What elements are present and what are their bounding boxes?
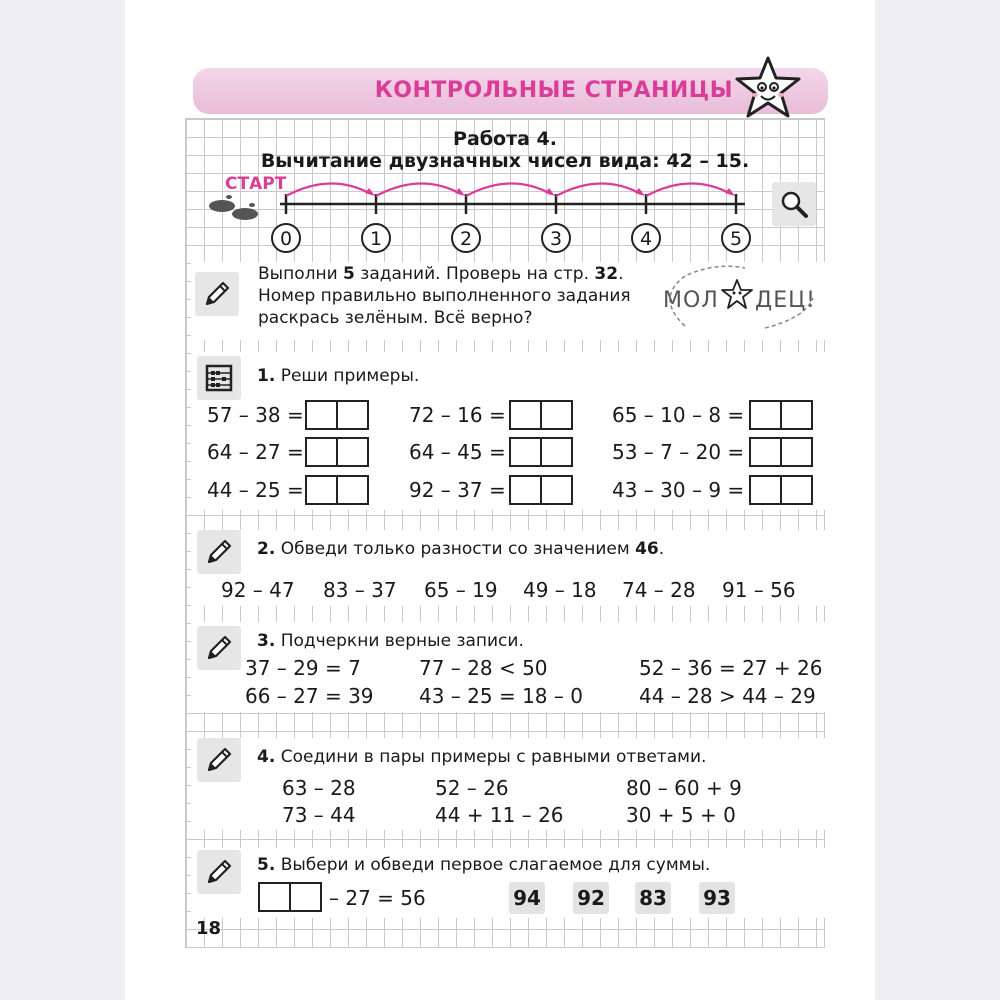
task3-record[interactable]: 37 – 29 = 7 xyxy=(245,656,361,680)
worksheet-page xyxy=(125,0,875,1000)
task4-example[interactable]: 80 – 60 + 9 xyxy=(626,776,742,800)
answer-box[interactable] xyxy=(509,475,573,505)
answer-box[interactable] xyxy=(749,475,813,505)
task2-item[interactable]: 92 – 47 xyxy=(221,578,295,602)
answer-box[interactable] xyxy=(305,400,369,430)
task5-equation: – 27 = 56 xyxy=(329,886,426,910)
answer-box[interactable] xyxy=(258,882,322,912)
pencil-icon-box xyxy=(195,272,239,316)
pencil-icon xyxy=(205,634,233,662)
work-title-block xyxy=(185,128,825,172)
task1-heading: 1. Реши примеры. xyxy=(257,366,420,386)
numberline-point: 5 xyxy=(729,228,743,250)
pencil-icon-box xyxy=(197,530,241,574)
pencil-icon-box xyxy=(197,738,241,782)
task5-option[interactable]: 92 xyxy=(573,882,609,914)
task1-example: 92 – 37 = xyxy=(409,478,506,502)
task3-record[interactable]: 77 – 28 < 50 xyxy=(419,656,548,680)
task4-example[interactable]: 52 – 26 xyxy=(435,776,509,800)
numberline-point: 4 xyxy=(639,228,653,250)
task1-example: 72 – 16 = xyxy=(409,403,506,427)
magnifier-button[interactable] xyxy=(772,182,816,226)
numberline-point: 0 xyxy=(279,228,293,250)
abacus-icon xyxy=(204,363,234,393)
answer-box[interactable] xyxy=(749,400,813,430)
work-title: Работа 4. xyxy=(453,128,557,150)
pencil-icon-box xyxy=(197,850,241,894)
task2-item[interactable]: 83 – 37 xyxy=(323,578,397,602)
task4-example[interactable]: 30 + 5 + 0 xyxy=(626,803,736,827)
answer-box[interactable] xyxy=(509,400,573,430)
answer-box[interactable] xyxy=(749,437,813,467)
task5-heading: 5. Выбери и обведи первое слагаемое для суммы. xyxy=(257,855,711,875)
intro-line-2: Номер правильно выполненного задания xyxy=(258,286,631,306)
pencil-icon xyxy=(205,538,233,566)
pencil-icon xyxy=(205,746,233,774)
task1-example: 44 – 25 = xyxy=(207,478,304,502)
task1-example: 64 – 45 = xyxy=(409,440,506,464)
task3-record[interactable]: 66 – 27 = 39 xyxy=(245,684,374,708)
task5-option[interactable]: 93 xyxy=(699,882,735,914)
footprints-icon xyxy=(209,195,258,220)
task4-example[interactable]: 44 + 11 – 26 xyxy=(435,803,564,827)
task1-example: 57 – 38 = xyxy=(207,403,304,427)
task1-example: 65 – 10 – 8 = xyxy=(612,403,745,427)
answer-box[interactable] xyxy=(305,475,369,505)
badge-left-text: МОЛ xyxy=(663,288,719,313)
intro-line-1: Выполни 5 заданий. Проверь на стр. 32. xyxy=(258,264,624,284)
magnifier-icon xyxy=(779,189,809,219)
intro-line-3: раскрась зелёным. Всё верно? xyxy=(258,308,533,328)
section-header xyxy=(193,68,828,114)
task2-item[interactable]: 91 – 56 xyxy=(722,578,796,602)
task4-example[interactable]: 73 – 44 xyxy=(282,803,356,827)
start-label: СТАРТ xyxy=(225,174,287,194)
task1-example: 43 – 30 – 9 = xyxy=(612,478,745,502)
task4-heading: 4. Соедини в пары примеры с равными ответами. xyxy=(257,747,707,767)
badge-right-text: ДЕЦ! xyxy=(755,288,816,313)
answer-box[interactable] xyxy=(305,437,369,467)
task2-item[interactable]: 49 – 18 xyxy=(523,578,597,602)
task1-example: 64 – 27 = xyxy=(207,440,304,464)
numberline-point: 1 xyxy=(369,228,383,250)
task4-example[interactable]: 63 – 28 xyxy=(282,776,356,800)
task1-example: 53 – 7 – 20 = xyxy=(612,440,745,464)
pencil-icon-box xyxy=(197,626,241,670)
task3-record[interactable]: 44 – 28 > 44 – 29 xyxy=(639,684,816,708)
abacus-icon-box xyxy=(197,356,241,400)
numberline-point: 3 xyxy=(549,228,563,250)
task5-option[interactable]: 83 xyxy=(635,882,671,914)
task3-heading: 3. Подчеркни верные записи. xyxy=(257,631,524,651)
task2-item[interactable]: 65 – 19 xyxy=(424,578,498,602)
task2-heading: 2. Обведи только разности со значением 46. xyxy=(257,539,665,559)
header-title: КОНТРОЛЬНЫЕ СТРАНИЦЫ xyxy=(374,78,733,103)
work-subtitle: Вычитание двузначных чисел вида: 42 – 15. xyxy=(260,150,750,172)
task2-item[interactable]: 74 – 28 xyxy=(622,578,696,602)
star-mascot-icon xyxy=(733,54,803,124)
pencil-icon xyxy=(203,280,231,308)
page-number: 18 xyxy=(196,918,222,939)
pencil-icon xyxy=(205,858,233,886)
task5-option[interactable]: 94 xyxy=(509,882,545,914)
answer-box[interactable] xyxy=(509,437,573,467)
task3-record[interactable]: 43 – 25 = 18 – 0 xyxy=(419,684,583,708)
numberline-point: 2 xyxy=(459,228,473,250)
task3-record[interactable]: 52 – 36 = 27 + 26 xyxy=(639,656,823,680)
